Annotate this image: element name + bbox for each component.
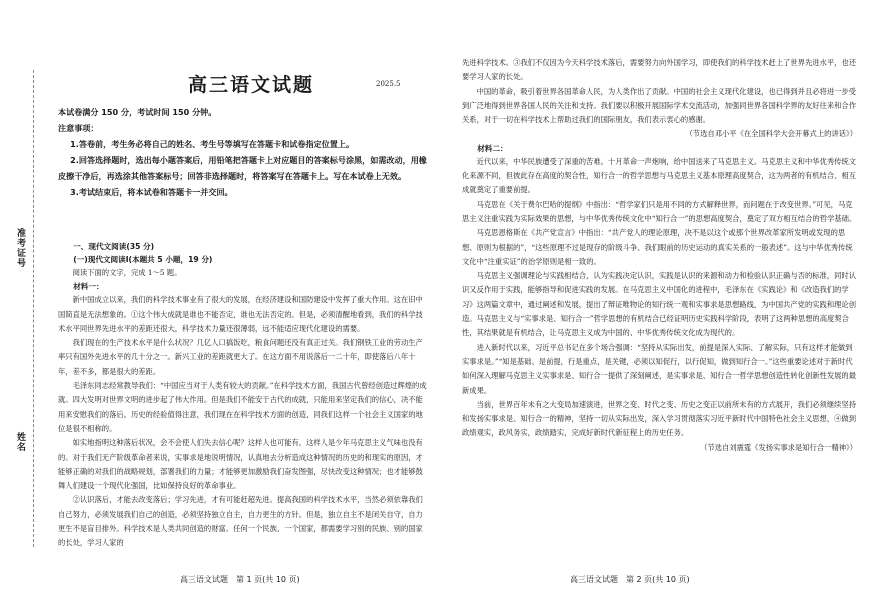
paragraph: 新中国成立以来，我们的科学技术事业有了很大的发展，在经济建设和国防建设中发挥了重大作用。这在旧中国简直是无法想象的。①这个伟大成就是谁也不能否定，谁也无法否定的。但是，必须清醒地看到，我们的科学技术水平同世界先进水平的差距还很大，科学技术力量还很薄弱，远不能适应现代化建设的需要。 [58,295,423,333]
binding-margin [0,0,40,607]
source-citation: （节选自刘震霆《发扬实事求是知行合一精神》） [700,442,857,452]
material-1-label: 材料一： [73,282,104,292]
paragraph: 进入新时代以来，习近平总书记在多个场合强调：“坚持从实际出发，前提是深入实际、了解实际，只有这样才能做到实事求是。”“知是基础、是前提，行是重点，是关键，必须以知促行，以行促知，做到知行合一。”这些重要论述对于新时代如何深入理解马克思主义实事求是、知行合一提供了深刻阐述，是实事求是、知行合一哲学思想创造性转化创新性发展的最新成果。 [462,342,857,395]
paragraph: 马克思恩格斯在《共产党宣言》中指出：“共产党人的理论原理，决不是以这个或那个世界改革家所发明或发现的思想、原则为根据的”，“这些原理不过是现存的阶级斗争、我们眼前的历史运动的真实关系的一般表述”。这与中华优秀传统文化中“注重实证”的治学原则是相一致的。 [462,228,853,266]
paragraph: ②认识落后，才能去改变落后；学习先进，才有可能赶超先进。提高我国的科学技术水平，当然必须依靠我们自己努力，必须发展我们自己的创造，必须坚持独立自主，自力更生的方针。但是，独立自主不是闭关自守，自力更生不是盲目排外。科学技术是人类共同创造的财富。任何一个民族、一个国家，都需要学习别的民族、别的国家的长处，学习人家的 [58,495,423,548]
paragraph: 我们现在的生产技术水平是什么状况？几亿人口搞饭吃，粮食问题还没有真正过关。我们钢铁工业的劳动生产率只有国外先进水平的几十分之一。新兴工业的差距就更大了。在这方面不用说落后一二十年，即使落后八年十年，差不多，都是很大的差距。 [58,338,423,376]
instruction-item-2: 2.回答选择题时，选出每小题答案后，用铅笔把答题卡上对应题目的答案标号涂黑，如需改动，用橡皮擦干净后，再选涂其他答案标号；回答非选择题时，将答案写在答题卡上。写在本试卷上无效。 [58,155,427,181]
binding-cut-line [33,70,34,547]
name-label: 姓名 [15,432,25,452]
reading-prompt: 阅读下面的文字，完成 1～5 题。 [72,268,182,277]
right-footer: 高三语文试题 第 2 页(共 10 页) [570,575,690,584]
paragraph: 毛泽东同志经常教导我们：“中国应当对于人类有较大的贡献。”在科学技术方面，我国古代曾经创造过辉煌的成就。四大发明对世界文明的进步起了伟大作用。但是我们不能安于古代的成就，只能用来坚定我们的信心，决不能用来安慰我们的落后。历史的经验值得注意，我们现在在科学技术方面的创造，同我们这样一个社会主义国家的地位是很不相称的。 [58,381,427,433]
paragraph: 如实地指明这种落后状况，会不会使人们失去信心呢？这样人也可能有，这样人是少年马克思主义气味也没有的。对于我们无产阶级革命者来说，实事求是地说明情况，认真地去分析造成这种情况的历史的和现实的原因，才能够正确的对我们的战略规划，部署我们的力量；才能够更加激励我们奋发图强，尽快改变这种情况；也才能够鼓舞人们建设一个现代化强国，比如保持良好的革命事业。 [58,438,423,491]
section-heading: 一、现代文阅读(35 分) [73,242,155,251]
paragraph: 当前，世界百年未有之大变局加速演进，世界之变、时代之变、历史之变正以前所未有的方式展开，我们必须继续坚持和发扬实事求是、知行合一的精神，坚持一切从实际出发，深入学习贯彻落实习近平新时代中国特色社会主义思想，④做到政绩观实，政风务实，政绩踏实，完成好新时代新征程上的历史任务。 [462,399,857,438]
material-2-label: 材料二： [477,143,508,153]
paragraph: 马克思主义强调理论与实践相结合，认为实践决定认识，实践是认识的来源和动力和检验认识正确与否的标准，同时认识又反作用于实践，能够指导和促进实践的发展。在马克思主义中国化的进程中，毛泽东在《实践论》和《改造我们的学习》这两篇文章中，通过阐述和发展，提出了辩证唯物论的知行统一观和实事求是思想路线，为中国共产党的实践和理论创造。马克思主义与“实事求是、知行合一”哲学思想的有机结合已经证明历史实践科学阶段，表明了这两种思想的高度契合性，其结果就是有机结合，让马克思主义成为中国的、中华优秀传统文化成为现代的。 [462,271,857,338]
left-body [58,240,430,551]
paragraph: 近代以来，中华民族遭受了深重的苦难。十月革命一声炮响，给中国送来了马克思主义。马克思主义和中华优秀传统文化来源不同，但彼此存在高度的契合性，知行合一的哲学思想与马克思主义基本原理高度契合，这为两者的有机结合、相互成就奠定了重要前提。 [462,156,857,195]
instructions-score-time: 本试卷满分 150 分，考试时间 150 分钟。 [58,107,217,117]
right-page [440,0,870,607]
paragraph: 先进科学技术。③我们不仅因为今天科学技术落后，需要努力向外国学习，即使我们的科学技术赶上了世界先进水平，也还要学习人家的长处。 [462,58,857,82]
exam-number-label: 准考证号 [15,228,25,268]
instructions-heading: 注意事项： [58,123,99,133]
paragraph: 马克思在《关于费尔巴哈的提纲》中指出：“哲学家们只是用不同的方式解释世界，而问题在于改变世界。”可见，马克思主义注重实践为实际效果的思想，与中华优秀传统文化中“知行合一”的思想高度契合，奠定了双方相互结合的哲学基础。 [462,199,857,223]
page-title: 高三语文试题 [188,74,315,96]
instruction-item-1: 1.答卷前，考生务必将自己的姓名、考生号等填写在答题卡和试卷指定位置上。 [70,139,355,149]
source-citation: （节选自邓小平《在全国科学大会开幕式上的讲话》） [685,129,857,139]
left-footer: 高三语文试题 第 1 页(共 10 页) [180,575,300,584]
right-column [462,56,857,455]
exam-date: 2025.5 [376,80,401,88]
subsection-heading: (一)现代文阅读Ⅰ(本题共 5 小题，19 分) [73,255,213,264]
paragraph: 中国的革命，吸引着世界各国革命人民，为人类作出了贡献。中国的社会主义现代化建设，也已得到并且必将进一步受到广泛地得到世界各国人民的关注和支持。我们要以积极开展国际学术交流活动，加强同世界各国科学界的友好往来和合作关系，对于一切在科学技术上帮助过我们的国际朋友，我们表示衷心的感谢。 [462,86,857,125]
instructions-block [58,104,430,200]
instruction-item-3: 3.考试结束后，将本试卷和答题卡一并交回。 [70,187,233,197]
